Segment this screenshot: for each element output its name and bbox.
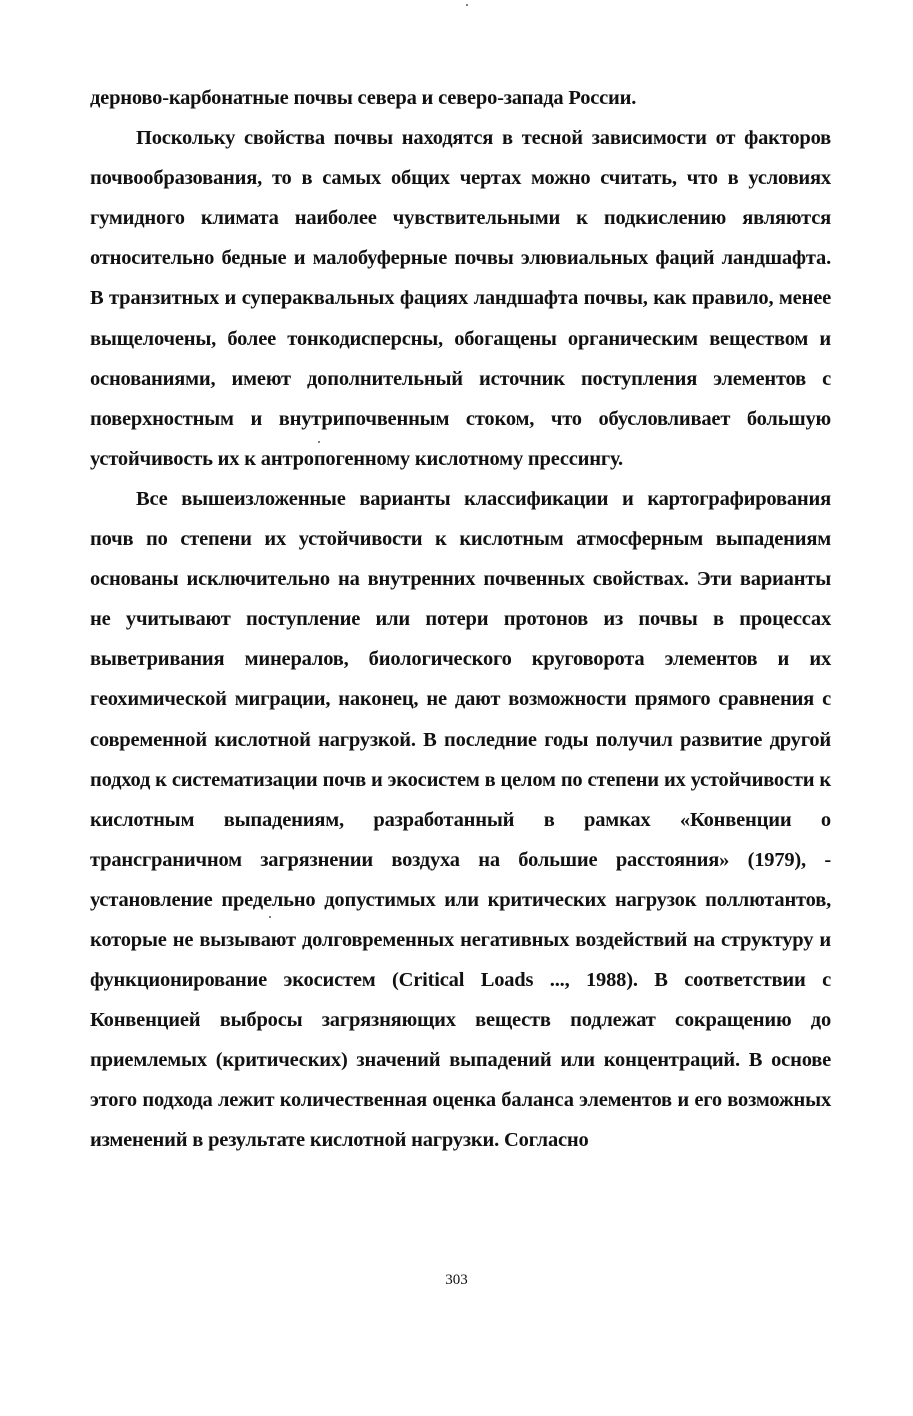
scan-speck — [466, 4, 468, 6]
paragraph-continuation: дерново-карбонатные почвы севера и северо-запада России. — [90, 87, 637, 109]
page-number: 303 — [445, 1272, 468, 1288]
scan-speck — [318, 441, 320, 443]
body-text — [90, 78, 831, 1161]
paragraph-classification-variants: Все вышеизложенные варианты классификации и картографирования почв по степени их устойчивости к кислотным атмосферным выпадениям основаны исключительно на внутренних почвенных свойствах. Эти варианты не учитывают поступление или потери протонов из почвы в процессах выветривания минералов, биологического круговорота элементов и их геохимической миграции, наконец, не дают возможности прямого сравнения с современной кислотной нагрузкой. В последние годы получил развитие другой подход к систематизации почв и экосистем в целом по степени их устойчивости к кислотным выпадениям, разработанный в рамках «Конвенции о трансграничном загрязнении воздуха на большие расстояния» (1979), - установление предельно допустимых или критических нагрузок поллютантов, которые не вызывают долговременных негативных воздействий на структуру и функционирование экосистем (Critical Loads ..., 1988). В соответствии с Конвенцией выбросы загрязняющих веществ подлежат сокращению до приемлемых (критических) значений выпадений или концентраций. В основе этого подхода лежит количественная оценка баланса элементов и его возможных изменений в результате кислотной нагрузки. Согласно — [90, 487, 831, 1152]
paragraph-soil-properties: Поскольку свойства почвы находятся в тесной зависимости от факторов почвообразования, то в самых общих чертах можно считать, что в условиях гумидного климата наиболее чувствительными к подкислению являются относительно бедные и малобуферные почвы элювиальных фаций ландшафта. В транзитных и супераквальных фациях ландшафта почвы, как правило, менее выщелочены, более тонкодисперсны, обогащены органическим веществом и основаниями, имеют дополнительный источник поступления элементов с поверхностным и внутрипочвенным стоком, что обусловливает большую устойчивость их к антропогенному кислотному прессингу. — [90, 127, 831, 470]
scan-speck — [269, 916, 271, 918]
